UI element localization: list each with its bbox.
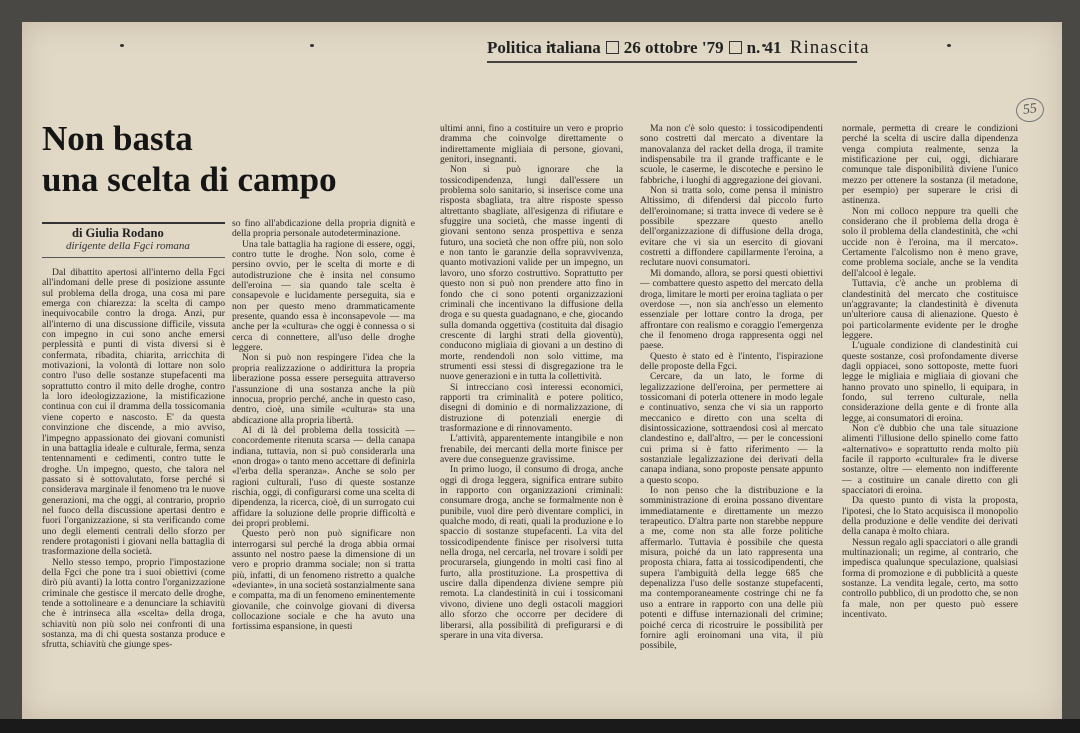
paragraph: L'attività, apparentemente intangibile e non frenabile, dei mercanti della morte finisce per avere due conseguenze gravissime. — [440, 433, 623, 465]
scanner-border — [0, 719, 1080, 733]
paragraph: Non si tratta solo, come pensa il ministro Altissimo, di difendersi dal piccolo furto dell'eroinomane; si tratta invece di vedere se è possibile spezzare questo anello dell'organizzazione di diffusione della droga, evitare che vi sia un esercito di giovani costretti a diffondere capillarmente l'eroina, a reclutare nuovi consumatori. — [640, 185, 823, 269]
paragraph: In primo luogo, il consumo di droga, anche oggi di droga leggera, significa entrare subito in rapporto con organizzazioni criminali: consumare droga, anche se formalmente non è punibile, vuol dire però diventare complici, in qualche modo, di reati, quali la produzione e lo spaccio di sostanze stupefacenti. La vita del tossicodipendente finisce per risolversi tutta nella droga, nel cercarla, nel trovare i soldi per procurarsela, giungendo in molti casi fino al furto, alla prostituzione. La prospettiva di uscire dalla dipendenza diviene sempre più remota. La clandestinità in cui i tossicomani vivono, diviene uno degli ostacoli maggiori allo sforzo che occorre per decidere di liberarsi, alla possibilità di prefigurarsi e di sperare in una vita diversa. — [440, 464, 623, 641]
paragraph: Da questo punto di vista la proposta, l'ipotesi, che lo Stato acquisisca il monopolio della produzione e delle vendite dei derivati della canapa è molto chiara. — [842, 495, 1018, 538]
paragraph: Non si può non respingere l'idea che la propria realizzazione o addirittura la propria liberazione possa essere perseguita attraverso l'assunzione di una sostanza anche la più innocua, proprio perché, anche in questo caso, dentro, cioè, una simile «cultura» sta una abdicazione alla propria libertà. — [232, 352, 415, 426]
paragraph: normale, permetta di creare le condizioni perché la scelta di uscire dalla dipendenza venga compiuta realmente, senza la mistificazione per cui, oggi, dichiarare comunque tale disponibilità diviene l'unico mezzo per ottenere la sostanza (il metadone, per esempio) per superare le crisi di astinenza. — [842, 123, 1018, 207]
paragraph: Tuttavia, c'è anche un problema di clandestinità del mercato che costituisce un'aggravante; la clandestinità è divenuta un'ulteriore causa di alienazione. Questo è poi particolarmente evidente per le droghe leggere. — [842, 278, 1018, 341]
paragraph: Io non penso che la distribuzione e la somministrazione di eroina possano diventare immediatamente e direttamente un mezzo terapeutico. D'altra parte non starebbe neppure a me, come non sta alle forze politiche affermarlo. Tuttavia è possibile che questa misura, poiché da un lato rappresenta una proposta chiara, fatta ai tossicodipendenti, che supera l'ambiguità della legge 685 che depenalizza l'uso delle sostanze stupefacenti, ma contemporaneamente costringe chi ne fa uso a entrare in rapporto con una delle più potenti e diffuse internazionali del crimine; poiché cerca di ricostruire le possibilità per fornire agli eroinomani una vita, il più possibile, — [640, 485, 823, 652]
article-column-5 — [842, 124, 1018, 621]
separator-box-icon — [729, 41, 742, 54]
paragraph: Una tale battaglia ha ragione di essere, oggi, contro tutte le droghe. Non solo, come è persino ovvio, per le scelta di morte e di autodistruzione che è insita nel consumo dell'eroina — sia quando tale scelta è consapevole e lucidamente perseguita, sia e non per questo meno drammaticamente presente, quando essa è inconsapevole — ma anche per la «cultura» che oggi è connessa o si cerca di connettere, all'uso delle droghe leggere. — [232, 238, 415, 354]
magazine-name: Rinascita — [789, 37, 870, 58]
article-title — [42, 118, 337, 200]
handwritten-page-number: 55 — [1014, 96, 1045, 124]
paragraph: Non mi colloco neppure tra quelli che considerano che il problema della droga è solo il problema della clandestinità, che «chi uccide non è l'eroina, ma il mercato». Certamente l'alcolismo non è meno grave, come problema sociale, anche se la vendita dell'alcool è legale. — [842, 205, 1018, 279]
article-column-2 — [232, 219, 415, 633]
paragraph: Mi domando, allora, se porsi questi obiettivi — combattere questo aspetto del mercato della droga, limitare le morti per eroina tagliata o per overdose —, non sia anch'esso un elemento essenziale per lottare contro la droga, per affrontare con realismo e coraggio l'emergenza che il fenomeno droga rappresenta oggi nel paese. — [640, 267, 823, 352]
byline-rule — [42, 222, 225, 224]
paragraph: Nessun regalo agli spacciatori o alle grandi multinazionali; un regime, al contrario, che impedisca qualunque speculazione, qualsiasi forma di promozione e di pubblicità a queste sostanze. La vendita legale, certo, ma sotto controllo pubblico, di un prodotto che, se non fa male, non per questo può essere incentivato. — [842, 536, 1018, 621]
author-role: dirigente della Fgci romana — [66, 240, 190, 252]
paragraph: Ma non c'è solo questo: i tossicodipendenti sono costretti dal mercato a diventare la manovalanza del racket della droga, il tramite indispensabile tra il grande trafficante e le scuole, le caserme, le discoteche e persino le fabbriche, i luoghi di aggregazione dei giovani. — [640, 123, 823, 186]
title-line-2: una scelta di campo — [42, 160, 337, 199]
masthead — [487, 37, 870, 59]
paragraph: Non c'è dubbio che una tale situazione alimenti l'illusione dello spinello come fatto «alternativo» e soprattutto renda molto più facile il rapporto «culturale» fra le diverse sostanze, oltre — elemento non indifferente — a costituire un canale diretto con gli spacciatori di eroina. — [842, 422, 1018, 497]
title-line-1: Non basta — [42, 119, 193, 158]
paragraph: L'uguale condizione di clandestinità cui queste sostanze, così profondamente diverse dagli oppiacei, sono sottoposte, mette fuori legge le migliaia e migliaia di giovani che hanno provato uno spinello, li equipara, in fondo, sul terreno culturale, nella considerazione della gente e di fronte alla legge, ai consumatori di eroina. — [842, 340, 1018, 424]
masthead-issue: n. 41 — [746, 38, 782, 57]
paragraph: Questo però non può significare non interrogarsi sul perché la droga abbia ormai assunto nel nostro paese la dimensione di un vero e proprio dramma sociale; non si tratta più, infatti, di un fenomeno ristretto a qualche «deviante», in una società sostanzialmente sana e compatta, ma di un fenomeno eminentemente giovanile, che coinvolge giovani di diversa collocazione sociale e che ha avuto una fortissima espansione, in questi — [232, 528, 415, 633]
pen-mark — [947, 44, 951, 47]
paragraph: ultimi anni, fino a costituire un vero e proprio dramma che coinvolge direttamente o indirettamente migliaia di persone, giovani, genitori, insegnanti. — [440, 123, 623, 166]
masthead-rule — [487, 61, 857, 63]
paragraph: Non si può ignorare che la tossicodipendenza, lungi dall'essere un problema solo sanitario, si inserisce come una risposta sbagliata, tra altre risposte spesso altrettanto sbagliate, all'esigenza di rifiutare e sfuggire una società, che masse ingenti di giovani sentono senza prospettiva e senza futuro, una società che non offre più, non solo e non tanto le garanzie della sopravvivenza, quanto motivazioni valide per un impegno, un lavoro, uno sforzo costruttivo. Soprattutto per questo non si può non prendere atto fino in fondo che ci sono potenti organizzazioni criminali che incentivano la diffusione della droga e su questa guadagnano, e che, giocando sulla domanda oggettiva (costituita dal disagio crescente di larghi strati della gioventù), conducono migliaia di giovani a un destino di morte, rendendoli non solo vittime, ma strumenti essi stessi di disgregazione tra le nuove generazioni e in tutta la collettività. — [440, 164, 623, 383]
masthead-section: Politica italiana — [487, 38, 601, 57]
pen-mark — [310, 44, 314, 47]
pen-mark — [120, 44, 124, 47]
masthead-date: 26 ottobre '79 — [623, 38, 724, 57]
article-column-1 — [42, 268, 225, 651]
paragraph: Si intrecciano così interessi economici, rapporti tra criminalità e potere politico, disegni di dominio e di normalizzazione, di distruzione di potenziali energie di trasformazione e di rinnovamento. — [440, 381, 623, 434]
paragraph: so fino all'abdicazione della propria dignità e della propria personale autodeterminazione. — [232, 218, 415, 240]
paragraph: Al di là del problema della tossicità — concordemente ritenuta scarsa — della canapa indiana, tuttavia, non si può considerarla una «non droga» o tanto meno accettare di definirla «l'erba della speranza». Anche se solo per ragioni culturali, l'uso di queste sostanze rischia, oggi, di configurarsi come una scelta di dipendenza, la ricerca, cioè, di un surrogato cui affidare la soluzione delle proprie difficoltà e dei propri problemi. — [232, 424, 415, 529]
author-name: di Giulia Rodano — [72, 226, 164, 240]
paragraph: Nello stesso tempo, proprio l'impostazione della Fgci che pone tra i suoi obiettivi (come dirò più avanti) la lotta contro l'organizzazione criminale che gestisce il mercato delle droghe, tende a sottolineare e a denunciare la schiavitù che è intrinseca alla «scelta» della droga, schiavitù non più solo nei confronti di una sostanza, ma di chi questa sostanza produce e sfrutta, schiavitù che giunge spes- — [42, 556, 225, 651]
article-column-3 — [440, 124, 623, 641]
separator-box-icon — [606, 41, 619, 54]
article-column-4 — [640, 124, 823, 652]
byline-rule — [42, 257, 225, 258]
paragraph: Cercare, da un lato, le forme di legalizzazione dell'eroina, per permettere ai tossicomani di poterla ottenere in modo legale e continuativo, senza che vi sia un rapporto meccanico e diretto con una scelta di disintossicazione, sottraendosi così al mercato clandestino e, dall'altro, — per le concessioni cui prima si è fatto riferimento — la sostanziale legalizzazione dei derivati della canapa indiana, sono proposte pensate appunto a questo scopo. — [640, 371, 823, 486]
paragraph: Dal dibattito apertosi all'interno della Fgci all'indomani delle prese di posizione assunte sul problema della droga, una cosa mi pare emerga con chiarezza: la scelta di campo inequivocabile contro la droga. Anzi, pur all'interno di una discussione difficile, vissuta con impegno in cui sono anche emersi perplessità e punti di vista diversi si è confermata, ribadita, chiarita, arricchita di motivazioni, la volontà di lottare non solo contro l'uso delle sostanze stupefacenti ma soprattutto contro il mito delle droghe, contro la loro ideologizzazione, la mistificazione continua con cui il dramma della tossicomania viene coperto e nascosto. E' da questa convinzione che discende, a mio avviso, l'impegno appassionato dei giovani comunisti in una battaglia ideale e culturale, ferma, senza tentennamenti e cedimenti, contro tutte le droghe. Un impegno, questo, che talora nel passato si è sottovalutato, forse perché si considerava marginale il fenomeno tra le nuove generazioni, ma che oggi, al contrario, proprio nel fuoco della discussione apertasi dentro e fuori l'organizzazione, si sta verificando come uno degli elementi centrali dello sforzo per rendere protagonisti i giovani nella battaglia di trasformazione della società. — [42, 267, 225, 558]
paragraph: Questo è stato ed è l'intento, l'ispirazione delle proposte della Fgci. — [640, 350, 823, 372]
